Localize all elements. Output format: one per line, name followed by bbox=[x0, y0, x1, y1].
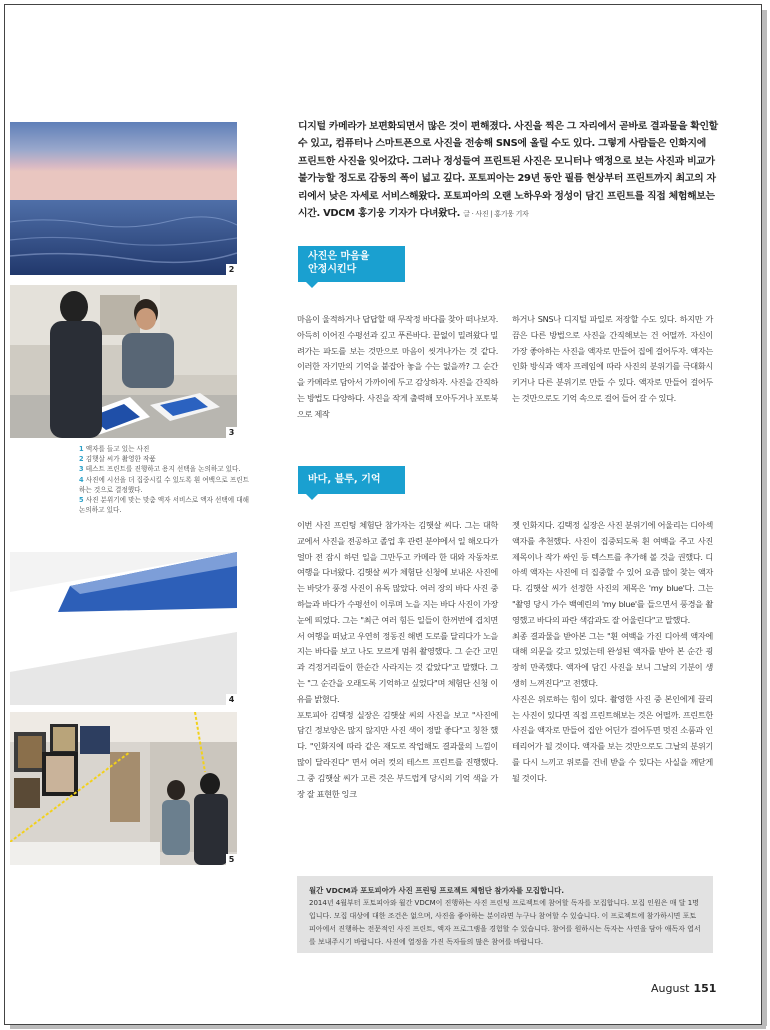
photo-number-badge: 2 bbox=[226, 264, 237, 275]
frame-shop-image bbox=[10, 712, 237, 865]
seascape-image bbox=[10, 122, 237, 275]
photo-number-badge: 4 bbox=[226, 694, 237, 705]
photo-captions bbox=[79, 444, 249, 515]
section1-column-right: 하거나 SNS나 디지털 파일로 저장할 수도 있다. 하지만 가끔은 다른 방법으로 사진을 간직해보는 건 어떨까. 자신이 가장 좋아하는 사진을 액자로 만들어 집에 걸어두자. 액자는 인화 방식과 액자 프레임에 따라 사진의 분위기를 극대화시키거나 다른 분위기로 만들 수 있다. 액자로 만들어 걸어두는 것만으로도 기억 속으로 걸어 들어 갈 수 있다. bbox=[512, 314, 713, 403]
caption-item: 2 김햇살 씨가 촬영한 작품 bbox=[79, 455, 156, 464]
photo-number-badge: 5 bbox=[226, 854, 237, 865]
photo-number-badge: 3 bbox=[226, 427, 237, 438]
recruitment-notice bbox=[297, 876, 713, 953]
page-number: 151 bbox=[693, 982, 717, 995]
consultation-image bbox=[10, 285, 237, 438]
section1-column-left: 마음이 울적하거나 답답할 때 무작정 바다를 찾아 떠나보자. 아득히 이어진 수평선과 깊고 푸른바다. 끝없이 밀려왔다 밀려가는 파도를 보는 것만으로 마음이 씻겨나가는 것 같다. 이러한 자기만의 기억을 붙잡아 놓을 수는 없을까? 그 순간을 카메라로 담아서 가까이에 두고 감상하자. 사진을 간직하는 방법도 다양하다. 사진을 작게 출력해 모아두거나 포토북으로 제작 bbox=[297, 314, 498, 419]
caption-item: 5 사진 분위기에 맞는 맞춤 액자 서비스로 액자 선택에 대해 논의하고 있다. bbox=[79, 496, 249, 515]
photo-print-corner bbox=[10, 552, 237, 705]
caption-item: 4 사진에 시선을 더 집중시킬 수 있도록 흰 여백으로 프린트 하는 것으로 결정했다. bbox=[79, 475, 249, 494]
caption-item: 3 테스트 프린트를 진행하고 용지 선택을 논의하고 있다. bbox=[79, 465, 241, 474]
photo-frame-shop bbox=[10, 712, 237, 865]
print-corner-image bbox=[10, 552, 237, 705]
section2-column-left: 이번 사진 프린팅 체험단 참가자는 김햇살 씨다. 그는 대학교에서 사진을 전공하고 졸업 후 관련 분야에서 일 해오다가 얼마 전 잠시 하던 일을 그만두고 카메라 한 대와 자동차로 여행을 다녀왔다. 김햇살 씨가 체험단 신청에 보내온 사진에는 바닷가 풍경 사진이 유독 많았다. 여러 장의 바다 사진 중 하늘과 바다가 수평선이 이루며 노을 지는 바다 사진이 가장 눈에 띄었다. 그는 "최근 여러 힘든 일들이 한꺼번에 겹치면서 여행을 떠났고 우연히 정동진 해변 도로를 달리다가 노을 지는 바다를 보고 나도 모르게 멈춰 촬영했다. 그 순간 고민과 걱정거리들이 한순간 사라지는 것 같았다"고 말했다. 그는 "그 순간을 오래도록 기억하고 싶었다"며 체험단 신청 이유를 밝혔다. 포토피아 김택정 실장은 김햇살 씨의 사진을 보고 "사진에 담긴 정보양은 많지 않지만 사진 색이 정말 좋다"고 칭찬 했다. "인화지에 따라 같은 재도로 작업해도 결과물의 느낌이 많이 달라진다" 면서 여러 컷의 테스트 프린트를 진행했다. 그 중 김햇살 씨가 고른 것은 부드럽게 당시의 기억 색을 가장 잘 표현한 잉크 bbox=[297, 520, 498, 799]
notice-title: 월간 VDCM과 포토피아가 사진 프린팅 프로젝트 체험단 참가자를 모집합니다. bbox=[309, 886, 565, 895]
section-heading: 사진은 마음을 안정시킨다 bbox=[298, 246, 405, 282]
author-credit: 글 · 사진 | 홍기웅 기자 bbox=[463, 210, 529, 219]
notice-body: 2014년 4월부터 포토피아와 월간 VDCM이 진행하는 사진 프린팅 프로젝트에 참여할 독자를 모집합니다. 모집 인원은 매 달 1명입니다. 모집 대상에 대한 조건은 없으며, 사진을 좋아하는 분이라면 누구나 참여할 수 있습니다. 이 프로젝트에 참가하시면 포토피아에서 진행하는 전문적인 사진 프린트, 액자 프로그램을 경험할 수 있습니다. 참여를 원하시는 독자는 사연을 담아 애독자 엽서를 보내주시기 바랍니다. 사진에 열정을 가진 독자들의 많은 참여를 바랍니다. bbox=[309, 899, 701, 946]
photo-consultation bbox=[10, 285, 237, 438]
footer-month: August bbox=[651, 982, 690, 995]
section2-column-right: 젯 인화지다. 김택정 실장은 사진 분위기에 어울리는 디아섹 액자를 추천했다. 사진이 집중되도록 흰 여백을 주고 사진 제목이나 작가 싸인 등 텍스트를 추가해 볼 것을 권했다. 디아섹 액자는 사진에 더 집중할 수 있어 요즘 많이 찾는 액자다. 김햇살 씨가 선정한 사진의 제목은 'my blue'다. 그는 "촬영 당시 가수 백예린의 'my blue'를 들으면서 풍경을 촬영했고 바다의 파란 색감과도 잘 어울린다"고 말했다. 최종 결과물을 받아본 그는 "흰 여백을 가진 디아섹 액자에 대해 의문을 갖고 있었는데 완성된 액자를 받아 본 순간 굉장히 만족했다. 액자에 담긴 사진을 보니 그날의 기분이 생생히 느껴진다"고 전했다. 사진은 위로하는 힘이 있다. 촬영한 사진 중 본인에게 끌리는 사진이 있다면 직접 프린트해보는 것은 어떨까. 프린트한 사진을 액자로 만들어 집안 어딘가 걸어두면 멋진 소품과 인테리어가 될 것이다. 액자를 보는 것만으로도 그날의 분위기를 다시 느끼고 위로를 건네 받을 수 있다는 사실을 깨닫게될 것이다. bbox=[512, 520, 713, 783]
caption-item: 1 액자를 들고 있는 사진 bbox=[79, 445, 150, 453]
section-heading: 바다, 블루, 기억 bbox=[298, 466, 405, 494]
photo-seascape bbox=[10, 122, 237, 275]
page-footer bbox=[651, 982, 716, 995]
intro-paragraph: 디지털 카메라가 보편화되면서 많은 것이 편해졌다. 사진을 찍은 그 자리에서 곧바로 결과물을 확인할 수 있고, 컴퓨터나 스마트폰으로 사진을 전송해 SNS에 올릴 수도 있다. 그렇게 사람들은 인화지에 프린트한 사진을 잊어갔다. 그러나 정성들여 프린트된 사진은 모니터나 액정으로 보는 사진과 비교가 불가능할 정도로 감동의 폭이 넓고 깊다. 포토피아는 29년 동안 필름 현상부터 프린트까지 최고의 자리에서 낮은 자세로 서비스해왔다. 포토피아의 오랜 노하우와 정성이 담긴 프린트를 직접 체험해보는 시간. VDCM 홍기웅 기자가 다녀왔다. 글 · 사진 | 홍기웅 기자 bbox=[298, 121, 718, 220]
